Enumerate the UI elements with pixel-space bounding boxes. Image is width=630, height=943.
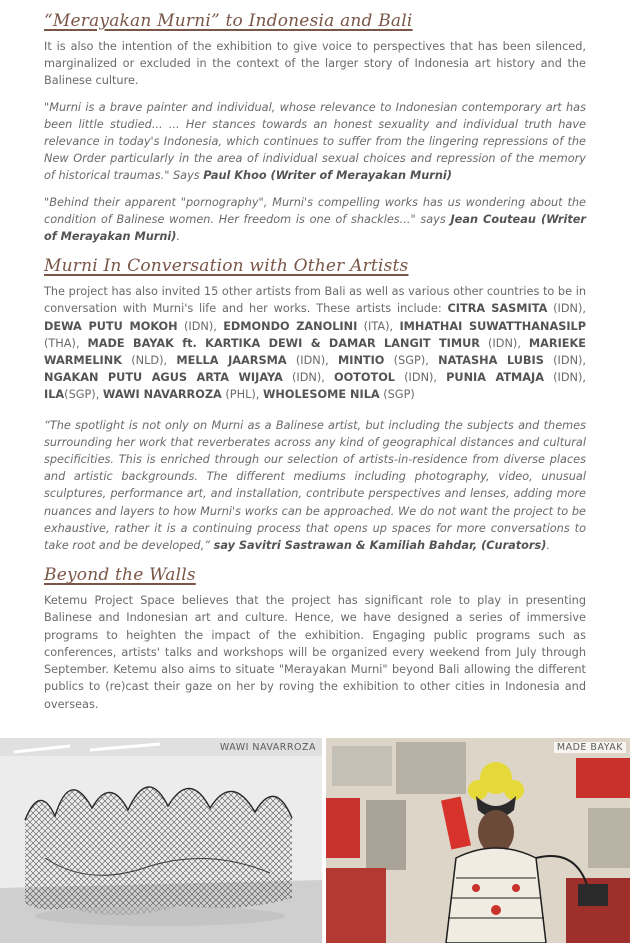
artist-country: (NLD), [121,354,177,368]
collage-painting-photo [326,738,630,943]
section-heading: Beyond the Walls [44,565,196,586]
artist-country: (IDN), [282,371,334,385]
net-installation-icon [0,738,322,943]
curators-quote [44,417,586,555]
photo-caption: MADE BAYAK [554,742,626,753]
artists-paragraph [44,283,586,403]
quote-text: "Murni is a brave painter and individual, whose relevance to Indonesian contemporary art has been little studied... ... Her stances towards an honest sexuality and individual truth have relevance in today's Indonesia, which continues to suffer from the lingering repressions of the New Order particularly in the area of individual sexual choices and repression of the memory of historical traumas." Says [44,100,586,183]
artist-name: PUNIA ATMAJA [446,371,544,385]
beyond-paragraph: Ketemu Project Space believes that the project has significant role to play in presenting Balinese and Indonesian art and culture. Hence, we have designed a series of immersive programs to heighten the impact of the exhibition. Engaging public programs such as conferences, artists' talks and workshops will be organized every weekend from July through September. Ketemu also aims to situate "Merayakan Murni" beyond Bali allowing the different publics to (re)cast their gaze on her by roving the exhibition to other cities in Indonesia and overseas. [44,594,586,711]
quote-end: . [546,539,550,553]
quote-attribution: Paul Khoo (Writer of Merayakan Murni) [203,169,452,183]
artist-name: CITRA SASMITA [447,302,548,316]
artist-name: OOTOTOL [333,371,395,385]
artist-name: IMHATHAI SUWATTHANASILP [399,319,587,333]
quote-text: “The spotlight is not only on Murni as a Balinese artist, but including the subjects and themes surrounding her work that reverberates across any kind of geographical distances and cultural specificities. This is enriched through our selection of artists-in-residence from diverse places and artistic backgrounds. The different mediums including photography, video, unusual sculptures, performance art, and installation, contribute perspectives and lenses, adding more nuances and layers to how Murni's works can be approached. We do not want the project to be exhaustive, rather it is a continuing process that opens up spaces for more conversations to take root and be developed,” [44,418,586,553]
artist-country: (ITA), [357,319,400,333]
artist-name: ILA [44,388,65,402]
article-content [44,10,586,713]
artist-name: DEWA PUTU MOKOH [44,319,178,333]
artists-intro: The project has also invited 15 other artists from Bali as well as various other countries to be in conversation with Murni's life and her works. These artists include: [44,285,586,316]
net-installation-photo [0,738,322,943]
quote-attribution: say Savitri Sastrawan & Kamiliah Bahdar, (Curators) [213,539,547,553]
photo-caption: WAWI NAVARROZA [219,742,316,753]
quote-end: . [176,230,180,244]
artist-country: (IDN), [543,371,586,385]
quote-text: "Behind their apparent "pornography", Murni's compelling works has us wondering about the condition of Balinese women. Her freedom is one of shackles..." says [44,195,586,226]
artist-name: MADE BAYAK ft. KARTIKA DEWI & DAMAR LANGIT TIMUR [87,336,481,350]
artist-name: MINTIO [338,354,385,368]
section-beyond-the-walls [44,564,586,712]
artist-name: MELLA JAARSMA [176,354,287,368]
artist-country: (SGP), [64,388,103,402]
artist-name: WAWI NAVARROZA [102,388,222,402]
quote-paul-khoo [44,99,586,185]
section-heading: “Merayakan Murni” to Indonesia and Bali [44,11,413,31]
collage-painting-icon [326,738,630,943]
intro-paragraph: It is also the intention of the exhibition to give voice to perspectives that has been silenced, marginalized or excluded in the context of the larger story of Indonesia art history and the Balinese culture. [44,40,586,88]
quote-attribution: Jean Couteau (Writer of Merayakan Murni) [44,212,586,244]
artist-country: (IDN), [286,354,338,368]
artist-country: (IDN), [547,302,586,316]
section-merayakan-murni [44,10,586,245]
artist-country: (SGP), [384,354,439,368]
artist-list [44,302,586,401]
section-murni-in-conversation [44,255,586,554]
artist-name: WHOLESOME NILA [262,388,380,402]
section-heading: Murni In Conversation with Other Artists [44,256,409,277]
artist-name: NGAKAN PUTU AGUS ARTA WIJAYA [44,371,283,385]
photo-strip [0,738,630,943]
artist-country: (IDN), [177,319,224,333]
artist-country: (SGP) [379,388,415,402]
artist-country: (IDN), [543,354,587,368]
artist-name: EDMONDO ZANOLINI [223,319,358,333]
artist-country: (IDN), [395,371,447,385]
artist-name: MARIEKE WARMELINK [44,336,586,368]
artist-name: NATASHA LUBIS [438,354,544,368]
artist-country: (THA), [44,336,88,350]
quote-jean-couteau [44,194,586,246]
artist-country: (PHL), [221,388,263,402]
artist-country: (IDN), [480,336,529,350]
